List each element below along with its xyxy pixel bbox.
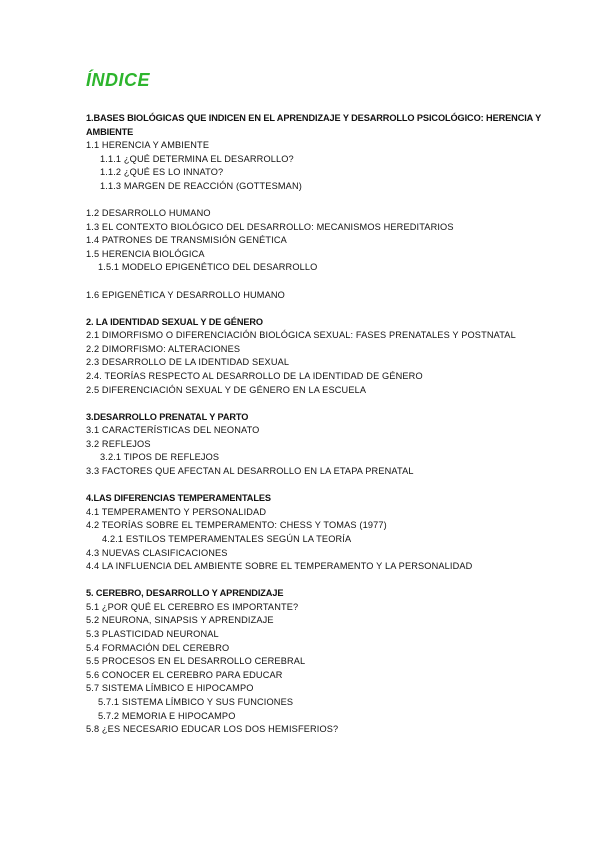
toc-entry-2-3: 2.3 DESARROLLO DE LA IDENTIDAD SEXUAL xyxy=(86,357,290,368)
toc-entry-5-2: 5.2 NEURONA, SINAPSIS Y APRENDIZAJE xyxy=(86,615,274,626)
toc-entry-1-1-3: 1.1.3 MARGEN DE REACCIÓN (GOTTESMAN) xyxy=(100,180,302,191)
toc-entry-2-2: 2.2 DIMORFISMO: ALTERACIONES xyxy=(86,343,241,354)
toc-entry-3-2: 3.2 REFLEJOS xyxy=(86,438,151,449)
toc-entry-3-1: 3.1 CARACTERÍSTICAS DEL NEONATO xyxy=(86,425,260,436)
toc-section-1b xyxy=(86,207,556,275)
toc-entry-3-2-1: 3.2.1 TIPOS DE REFLEJOS xyxy=(100,452,220,463)
toc-entry-2-5: 2.5 DIFERENCIACIÓN SEXUAL Y DE GÉNERO EN LA ESCUELA xyxy=(86,384,367,395)
index-title: ÍNDICE xyxy=(86,70,151,90)
table-of-contents xyxy=(86,112,556,750)
toc-section-2 xyxy=(86,316,556,398)
toc-entry-1-3: 1.3 EL CONTEXTO BIOLÓGICO DEL DESARROLLO: MECANISMOS HEREDITARIOS xyxy=(86,221,454,232)
toc-section-1 xyxy=(86,112,556,194)
toc-entry-4-3: 4.3 NUEVAS CLASIFICACIONES xyxy=(86,547,228,558)
toc-heading-1: 1.BASES BIOLÓGICAS QUE INDICEN EN EL APRENDIZAJE Y DESARROLLO PSICOLÓGICO: HERENCIA Y AMBIENTE xyxy=(86,113,542,137)
toc-entry-2-1: 2.1 DIMORFISMO O DIFERENCIACIÓN BIOLÓGICA SEXUAL: FASES PRENATALES Y POSTNATAL xyxy=(86,330,516,341)
toc-entry-5-8: 5.8 ¿ES NECESARIO EDUCAR LOS DOS HEMISFERIOS? xyxy=(86,724,339,735)
toc-entry-5-7-1: 5.7.1 SISTEMA LÍMBICO Y SUS FUNCIONES xyxy=(98,696,294,707)
toc-entry-1-2: 1.2 DESARROLLO HUMANO xyxy=(86,208,211,219)
toc-entry-4-2-1: 4.2.1 ESTILOS TEMPERAMENTALES SEGÚN LA TEORÍA xyxy=(102,533,352,544)
toc-entry-4-2: 4.2 TEORÍAS SOBRE EL TEMPERAMENTO: CHESS Y TOMAS (1977) xyxy=(86,520,387,531)
toc-entry-5-7-2: 5.7.2 MEMORIA E HIPOCAMPO xyxy=(98,710,236,721)
toc-entry-1-6: 1.6 EPIGENÉTICA Y DESARROLLO HUMANO xyxy=(86,289,285,300)
toc-heading-4: 4.LAS DIFERENCIAS TEMPERAMENTALES xyxy=(86,493,271,504)
toc-heading-5: 5. CEREBRO, DESARROLLO Y APRENDIZAJE xyxy=(86,588,284,599)
toc-entry-1-1-2: 1.1.2 ¿QUÉ ES LO INNATO? xyxy=(100,167,224,178)
toc-entry-4-4: 4.4 LA INFLUENCIA DEL AMBIENTE SOBRE EL TEMPERAMENTO Y LA PERSONALIDAD xyxy=(86,561,473,572)
toc-section-4 xyxy=(86,492,556,574)
toc-section-3 xyxy=(86,411,556,479)
toc-entry-4-1: 4.1 TEMPERAMENTO Y PERSONALIDAD xyxy=(86,506,267,517)
toc-entry-5-5: 5.5 PROCESOS EN EL DESARROLLO CEREBRAL xyxy=(86,656,306,667)
toc-heading-3: 3.DESARROLLO PRENATAL Y PARTO xyxy=(86,411,249,422)
toc-section-5 xyxy=(86,587,556,737)
toc-entry-2-4: 2.4. TEORÍAS RESPECTO AL DESARROLLO DE LA IDENTIDAD DE GÉNERO xyxy=(86,371,423,381)
toc-entry-1-1: 1.1 HERENCIA Y AMBIENTE xyxy=(86,140,210,151)
toc-entry-5-3: 5.3 PLASTICIDAD NEURONAL xyxy=(86,629,219,639)
toc-entry-1-5-1: 1.5.1 MODELO EPIGENÉTICO DEL DESARROLLO xyxy=(98,262,318,273)
toc-entry-3-3: 3.3 FACTORES QUE AFECTAN AL DESARROLLO EN LA ETAPA PRENATAL xyxy=(86,466,414,477)
toc-entry-5-4: 5.4 FORMACIÓN DEL CEREBRO xyxy=(86,642,230,653)
toc-heading-2: 2. LA IDENTIDAD SEXUAL Y DE GÉNERO xyxy=(86,316,263,327)
toc-entry-1-4: 1.4 PATRONES DE TRANSMISIÓN GENÉTICA xyxy=(86,235,287,246)
toc-section-1c xyxy=(86,289,556,303)
toc-entry-1-5: 1.5 HERENCIA BIOLÓGICA xyxy=(86,248,205,259)
toc-entry-5-1: 5.1 ¿POR QUÉ EL CEREBRO ES IMPORTANTE? xyxy=(86,601,299,612)
toc-entry-1-1-1: 1.1.1 ¿QUÉ DETERMINA EL DESARROLLO? xyxy=(100,153,294,164)
toc-entry-5-6: 5.6 CONOCER EL CEREBRO PARA EDUCAR xyxy=(86,669,283,680)
toc-entry-5-7: 5.7 SISTEMA LÍMBICO E HIPOCAMPO xyxy=(86,683,254,694)
